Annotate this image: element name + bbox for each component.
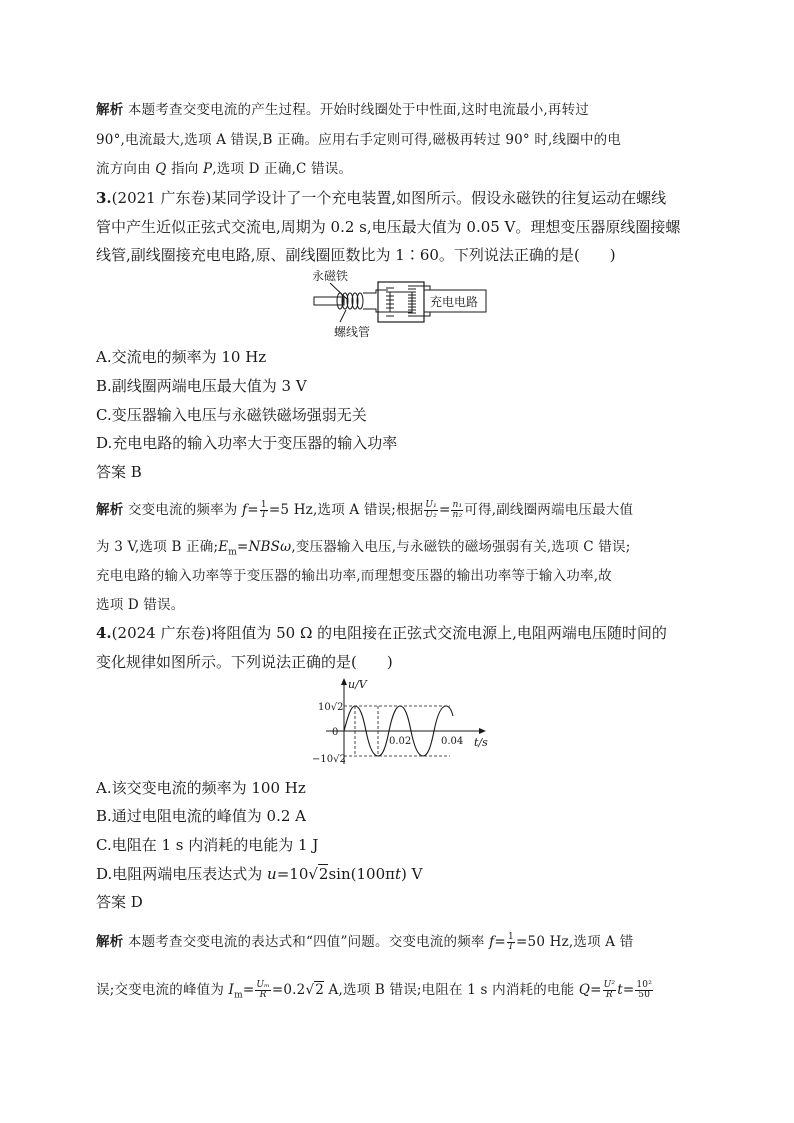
- y-tick-top: 10√2: [318, 702, 344, 713]
- y-axis-arrow: [341, 678, 347, 685]
- solenoid-coil: [337, 293, 363, 309]
- numerator: 1: [260, 500, 267, 510]
- point-p: P: [202, 161, 213, 177]
- question-3-line-2: 管中产生近似正弦式交流电,周期为 0.2 s,电压最大值为 0.05 V。理想变压器原线圈接螺: [96, 218, 681, 236]
- question-number: 3.: [96, 189, 112, 207]
- analysis-text: 本题考查交变电流的产生过程。开始时线圈处于中性面,这时电流最小,再转过: [127, 102, 589, 118]
- analysis-text: =0.2: [271, 982, 306, 998]
- option-text: sin(100π: [328, 865, 395, 883]
- analysis-3-line-3: 充电电路的输入功率等于变压器的输出功率,而理想变压器的输出功率等于输入功率,故: [96, 568, 612, 584]
- equals-sign: =: [622, 982, 635, 998]
- x-axis-arrow: [479, 728, 486, 734]
- fraction-u2-over-r: [603, 981, 617, 1000]
- analysis-3-line-1: [96, 500, 633, 520]
- sqrt-sign: √: [308, 865, 318, 883]
- equals-sign: =: [237, 539, 249, 555]
- question-text: (2024 广东卷)将阻值为 50 Ω 的电阻接在正弦式交流电源上,电阻两端电压随时间的: [111, 624, 667, 642]
- y-tick-zero: 0: [332, 727, 339, 738]
- symbol-i: I: [228, 982, 235, 998]
- question-text: (2021 广东卷)某同学设计了一个充电装置,如图所示。假设永磁铁的往复运动在螺线: [111, 189, 667, 207]
- equals-sign: =: [438, 502, 451, 518]
- equals-sign: =: [247, 502, 259, 518]
- analysis-text: =5 Hz,选项 A 错误;根据: [268, 502, 424, 518]
- option-b: B.副线圈两端电压最大值为 3 V: [96, 377, 307, 395]
- analysis-tag: 解析: [96, 102, 124, 118]
- subscript-m: m: [228, 547, 238, 558]
- option-c: C.变压器输入电压与永磁铁磁场强弱无关: [96, 406, 367, 424]
- sqrt-value: 2: [318, 865, 329, 883]
- x-tick-2: 0.04: [441, 736, 464, 747]
- sqrt-value: 2: [315, 982, 325, 998]
- equals-sign: =: [242, 982, 255, 998]
- option-d: D.充电电路的输入功率大于变压器的输入功率: [96, 434, 398, 452]
- option-text: D.电阻两端电压表达式为: [96, 865, 268, 883]
- analysis-tag: 解析: [96, 502, 124, 518]
- denominator: n₂: [452, 510, 463, 520]
- symbol-u: u: [267, 865, 277, 883]
- analysis-text: 误;交变电流的峰值为: [96, 982, 229, 998]
- option-text: ) V: [401, 865, 423, 883]
- denominator: 50: [638, 990, 651, 1000]
- symbol-t: t: [617, 982, 623, 998]
- analysis-text: A,选项 B 错误;电阻在 1 s 内消耗的电能: [324, 982, 579, 998]
- denominator: U₂: [425, 510, 437, 520]
- numerator: 10²: [636, 980, 653, 990]
- symbol-f: f: [489, 934, 495, 950]
- numerator: Uₘ: [256, 980, 270, 990]
- analysis-text: 为 3 V,选项 B 正确;: [96, 539, 219, 555]
- denominator: T: [260, 510, 267, 520]
- denominator: R: [605, 990, 613, 1000]
- option-b: B.通过电阻电流的峰值为 0.2 A: [96, 807, 307, 825]
- numerator: U²: [603, 980, 616, 990]
- analysis-1-line-1: [96, 100, 589, 120]
- analysis-text: ,变压器输入电压,与永磁铁的磁场强弱有关,选项 C 错误;: [291, 539, 631, 555]
- solenoid-label: 螺线管: [334, 325, 371, 339]
- symbol-q: Q: [578, 982, 591, 998]
- charging-device-figure: [300, 266, 500, 344]
- numerator: U₁: [425, 500, 437, 510]
- fraction-n1-n2: [451, 501, 463, 520]
- analysis-text: ,选项 D 正确,C 错误。: [212, 161, 353, 177]
- option-a: A.该交变电流的频率为 100 Hz: [96, 779, 306, 797]
- analysis-text: 可得,副线圈两端电压最大值: [464, 502, 634, 518]
- analysis-text: 交变电流的频率为: [127, 502, 242, 518]
- point-q: Q: [155, 161, 167, 177]
- question-number: 4.: [96, 624, 112, 642]
- solenoid-pointer: [340, 310, 346, 322]
- question-4-line-2: 变化规律如图所示。下列说法正确的是( ): [96, 653, 393, 671]
- numerator: n₁: [452, 500, 463, 510]
- x-tick-1: 0.02: [389, 736, 412, 747]
- symbol-nbs: NBSω: [248, 539, 292, 555]
- fraction-1-over-t: [507, 933, 515, 952]
- analysis-4-line-1: [96, 932, 633, 952]
- denominator: R: [259, 990, 267, 1000]
- question-4-line-1: [96, 623, 667, 643]
- analysis-text: =50 Hz,选项 A 错: [516, 934, 634, 950]
- option-a: A.交流电的频率为 10 Hz: [96, 348, 267, 366]
- symbol-t: t: [394, 865, 401, 883]
- option-c: C.电阻在 1 s 内消耗的电能为 1 J: [96, 836, 319, 854]
- option-d: [96, 864, 422, 884]
- fraction-100-over-50: [635, 981, 653, 1000]
- answer-4: 答案 D: [96, 893, 143, 911]
- y-tick-bottom: −10√2: [312, 754, 346, 765]
- numerator: 1: [507, 932, 514, 942]
- equals-sign: =: [590, 982, 602, 998]
- analysis-3-line-4: 选项 D 错误。: [96, 597, 185, 613]
- y-axis-label: u/V: [348, 678, 367, 691]
- symbol-e: E: [218, 539, 229, 555]
- equals-sign: =: [494, 934, 506, 950]
- fraction-u1-u2: [424, 501, 438, 520]
- analysis-4-line-2: [96, 980, 654, 1006]
- x-axis-label: t/s: [474, 736, 488, 749]
- analysis-text: 本题考查交变电流的表达式和“四值”问题。交变电流的频率: [127, 934, 490, 950]
- sqrt-sign: √: [305, 982, 315, 998]
- answer-3: 答案 B: [96, 463, 142, 481]
- magnet-bar: [314, 297, 344, 305]
- subscript-m: m: [234, 990, 243, 1001]
- question-3-line-3: 线管,副线圈接充电电路,原、副线圈匝数比为 1∶60。下列说法正确的是( ): [96, 246, 616, 264]
- analysis-1-line-2: 90°,电流最大,选项 A 错误,B 正确。应用右手定则可得,磁极再转过 90° 时,线圈中的电: [96, 132, 622, 148]
- charging-circuit-label: 充电电路: [430, 295, 479, 309]
- voltage-time-graph: [300, 672, 500, 772]
- option-text: =10: [276, 865, 309, 883]
- analysis-text: 流方向由: [96, 161, 156, 177]
- wires-primary: [363, 290, 388, 312]
- analysis-3-line-2: [96, 537, 630, 563]
- denominator: T: [507, 942, 515, 952]
- analysis-text: 指向: [166, 161, 203, 177]
- magnet-label: 永磁铁: [312, 269, 349, 283]
- fraction-um-over-r: [255, 981, 271, 1000]
- analysis-tag: 解析: [96, 934, 124, 950]
- fraction-1-over-t: [260, 501, 268, 520]
- symbol-f: f: [242, 502, 248, 518]
- question-3-line-1: [96, 188, 666, 208]
- analysis-1-line-3: [96, 159, 352, 179]
